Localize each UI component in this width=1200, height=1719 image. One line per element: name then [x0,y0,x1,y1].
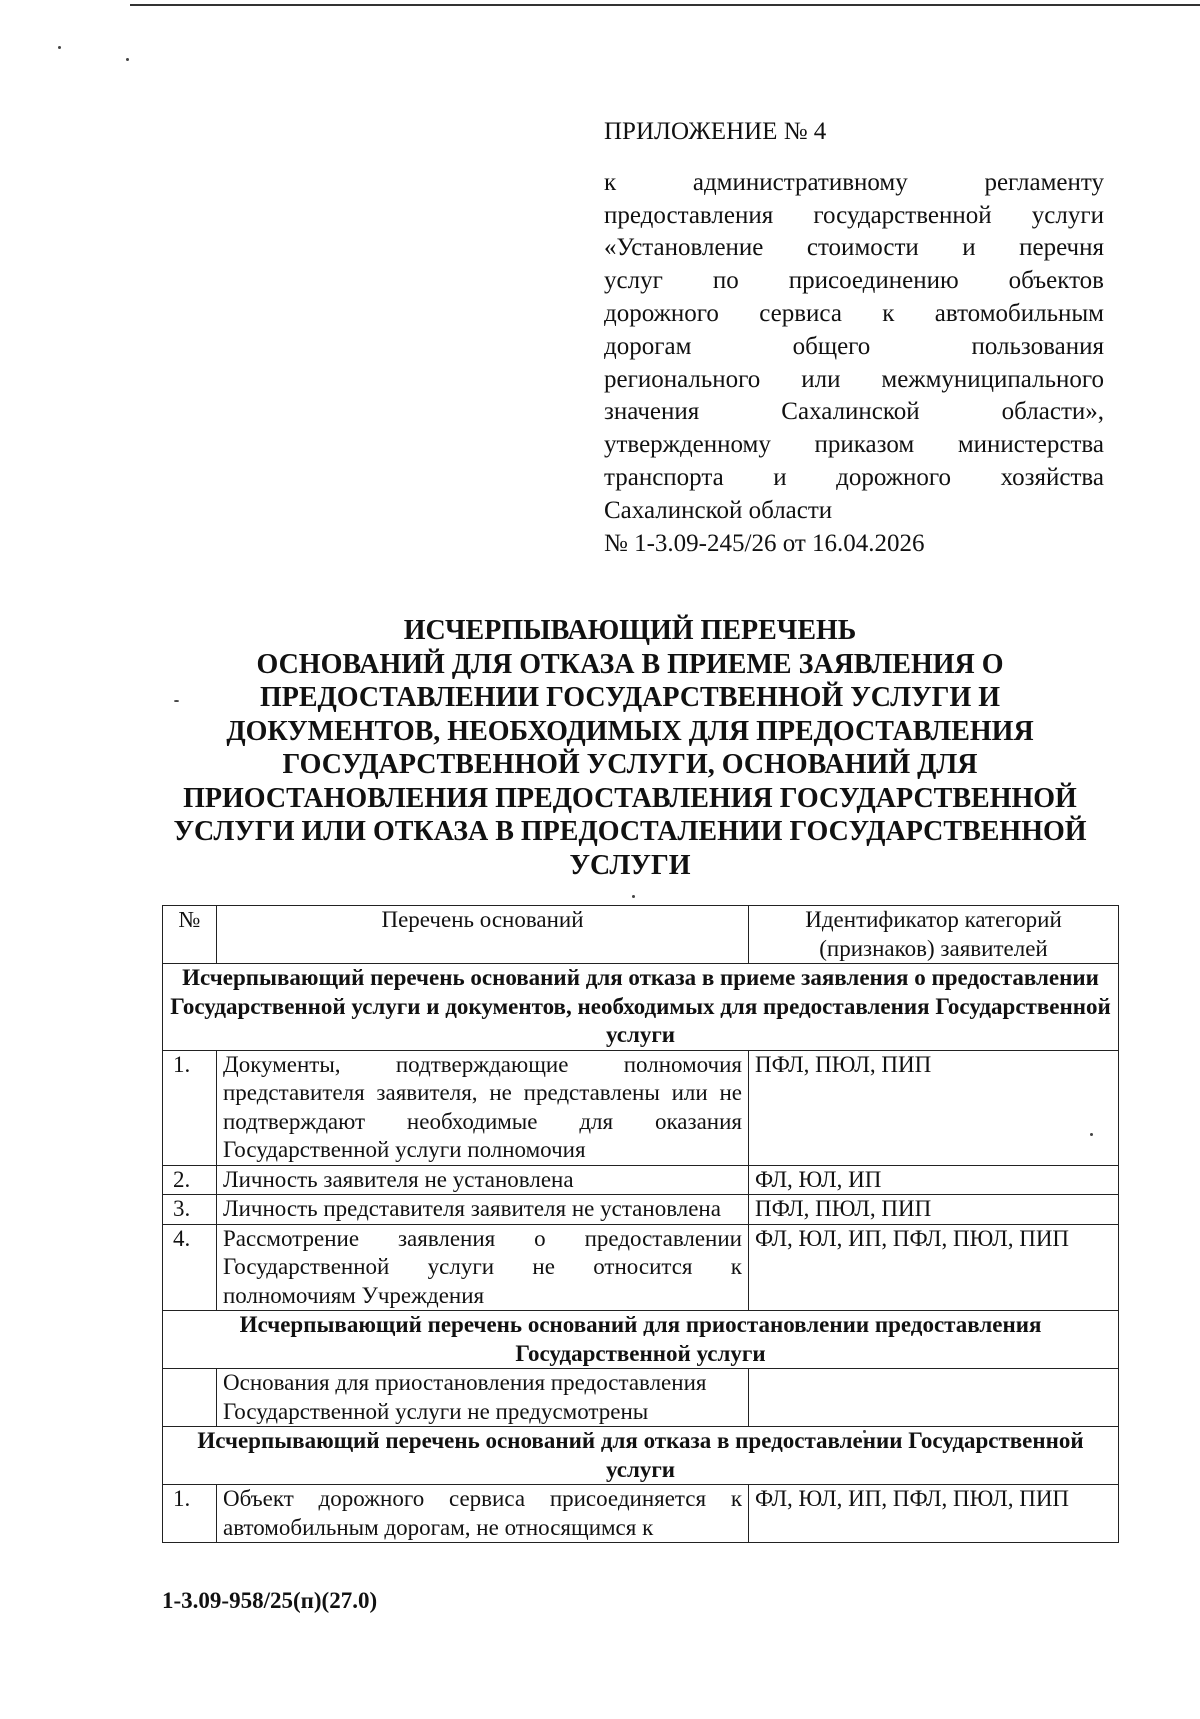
appendix-line: дорожного сервиса к автомобильным [604,299,1104,327]
scan-speck [632,895,635,898]
header-applicant-ids: Идентификатор категорий (признаков) заявителей [749,906,1119,964]
row-number [163,1369,217,1427]
table-row [163,1224,1119,1311]
heading-line: ПРЕДОСТАВЛЕНИИ ГОСУДАРСТВЕННОЙ УСЛУГИ И [259,682,1001,713]
appendix-block [604,0,1104,560]
appendix-line: значения Сахалинской области», [604,398,1104,426]
appendix-line: Сахалинской области [604,496,833,524]
table-header-row [163,906,1119,964]
row-number: 1. [163,1485,217,1543]
row-ids: ПФЛ, ПЮЛ, ПИП [749,1195,1119,1225]
row-number: 2. [163,1165,217,1195]
table-row [163,1165,1119,1195]
appendix-line: дорогам общего пользования [604,332,1104,360]
row-text: Объект дорожного сервиса присоединяется к автомобильным дорогам, не относящимся к [217,1485,749,1543]
appendix-line: услуг по присоединению объектов [604,267,1104,295]
row-number: 1. [163,1050,217,1165]
section-title: Исчерпывающий перечень оснований для приостановлении предоставления Государственной услуги [163,1311,1119,1369]
row-ids: ФЛ, ЮЛ, ИП [749,1165,1119,1195]
heading-line: УСЛУГИ [569,849,691,881]
row-text: Основания для приостановления предоставления Государственной услуги не предусмотрены [217,1369,749,1427]
appendix-line: утвержденному приказом министерства [604,431,1104,459]
row-ids: ФЛ, ЮЛ, ИП, ПФЛ, ПЮЛ, ПИП [749,1485,1119,1543]
row-number: 3. [163,1195,217,1225]
section-row [163,964,1119,1051]
appendix-title: ПРИЛОЖЕНИЕ № 4 [604,118,827,145]
row-ids: ПФЛ, ПЮЛ, ПИП [749,1050,1119,1165]
heading-line: ГОСУДАРСТВЕННОЙ УСЛУГИ, ОСНОВАНИЙ ДЛЯ [282,749,978,780]
appendix-line: предоставления государственной услуги [604,201,1104,229]
row-ids: ФЛ, ЮЛ, ИП, ПФЛ, ПЮЛ, ПИП [749,1224,1119,1311]
header-grounds: Перечень оснований [217,906,749,964]
row-text: Документы, подтверждающие полномочия представителя заявителя, не представлены или не подтверждают необходимые для оказания Государственной услуги полномочия [217,1050,749,1165]
section-title: Исчерпывающий перечень оснований для отказа в предоставлении Государственной услуги [163,1427,1119,1485]
heading-line: ИСЧЕРПЫВАЮЩИЙ ПЕРЕЧЕНЬ [403,615,857,646]
appendix-line: транспорта и дорожного хозяйства [604,463,1104,491]
section-row [163,1427,1119,1485]
row-text: Рассмотрение заявления о предоставлении Государственной услуги не относится к полномочиям Учреждения [217,1224,749,1311]
appendix-line: к административному регламенту [604,168,1104,196]
row-ids [749,1369,1119,1427]
appendix-line: «Установление стоимости и перечня [604,234,1104,262]
row-text: Личность представителя заявителя не установлена [217,1195,749,1225]
table-row [163,1195,1119,1225]
table-row [163,1050,1119,1165]
scan-speck [126,58,129,61]
scan-speck [58,46,61,49]
heading-line: ОСНОВАНИЙ ДЛЯ ОТКАЗА В ПРИЕМЕ ЗАЯВЛЕНИЯ О [256,648,1004,680]
section-row [163,1311,1119,1369]
row-text: Личность заявителя не установлена [217,1165,749,1195]
header-number: № [163,906,217,964]
row-number: 4. [163,1224,217,1311]
grounds-table [162,905,1119,1543]
heading-line: ДОКУМЕНТОВ, НЕОБХОДИМЫХ ДЛЯ ПРЕДОСТАВЛЕНИЯ [226,715,1034,747]
table-row [163,1369,1119,1427]
table-row [163,1485,1119,1543]
appendix-line: регионального или межмуниципального [604,365,1104,393]
document-code: 1-3.09-958/25(п)(27.0) [162,1588,378,1613]
section-title: Исчерпывающий перечень оснований для отказа в приеме заявления о предоставлении Государственной услуги и документов, необходимых для предоставления Государственной услуги [163,964,1119,1051]
document-heading [130,614,1130,882]
heading-line: ПРИОСТАНОВЛЕНИЯ ПРЕДОСТАВЛЕНИЯ ГОСУДАРСТВЕННОЙ [183,782,1077,814]
heading-line: УСЛУГИ ИЛИ ОТКАЗА В ПРЕДОСТАЛЕНИИ ГОСУДАРСТВЕННОЙ [173,816,1087,847]
appendix-order-number: № 1-3.09-245/26 от 16.04.2026 [604,529,925,557]
